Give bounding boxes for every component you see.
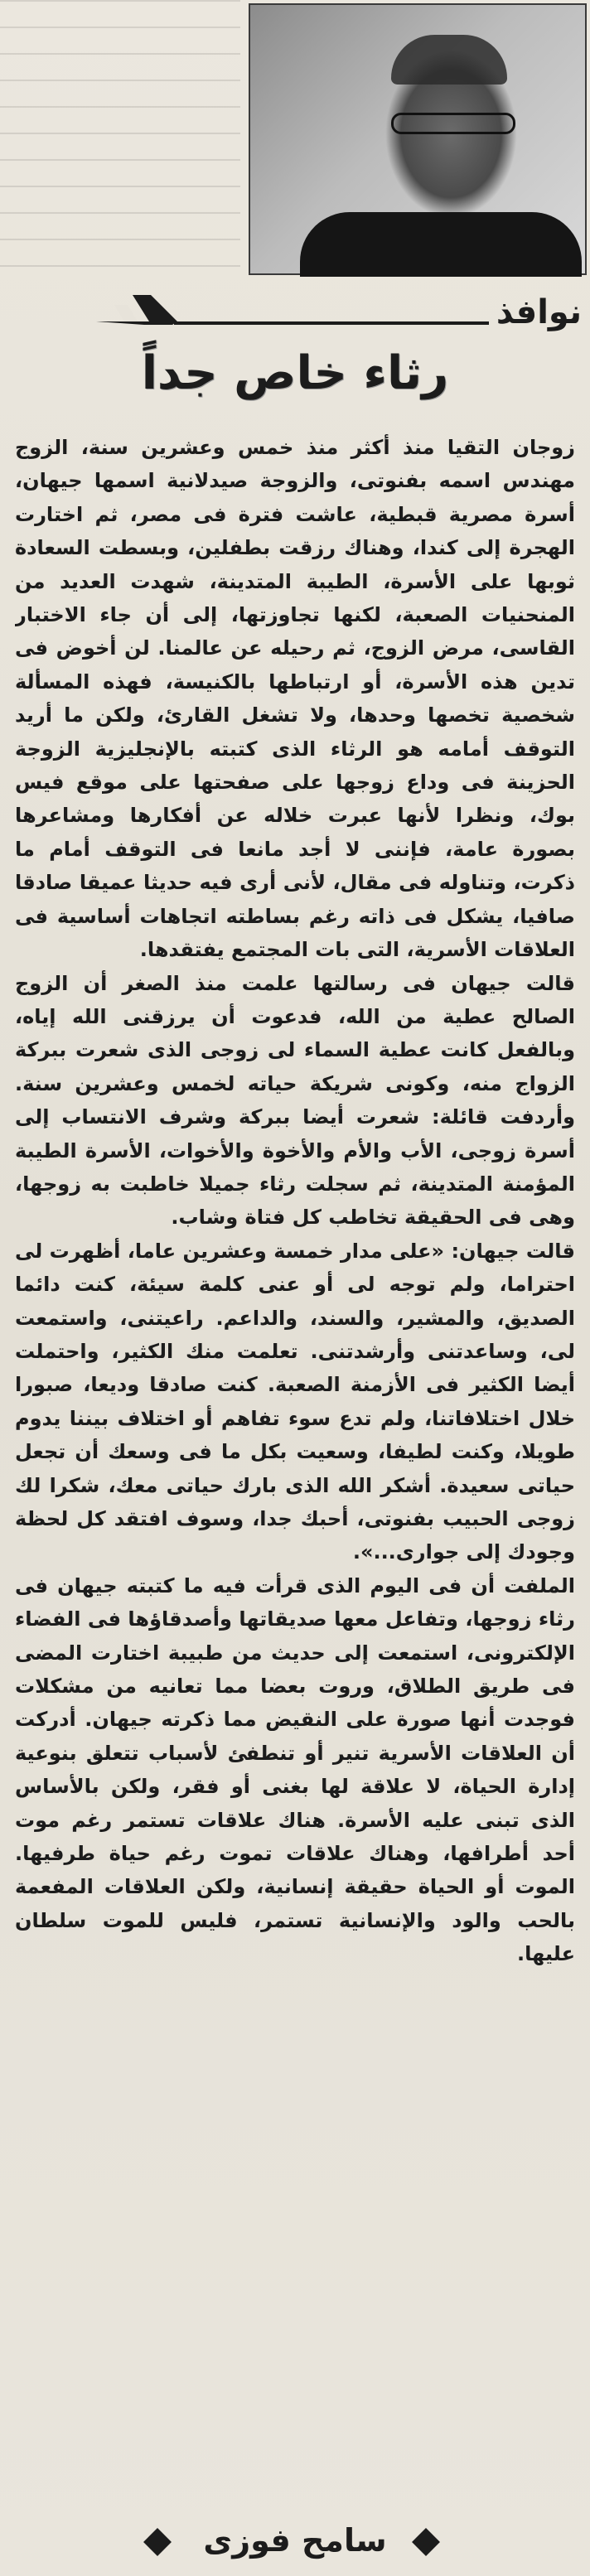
- paragraph: قالت جيهان فى رسالتها علمت منذ الصغر أن الزوج الصالح عطية من الله، فدعوت أن يرزقنى الله إياه، وبالفعل كانت عطية السماء لى زوجى الذى شعرت ببركة الزواج منه، وكونى شريكة حياته لخمس وعشرين سنة. وأردفت قائلة: شعرت أيضا ببركة وشرف الانتساب إلى أسرة زوجى، الأب والأم والأخوة والأخوات، الأسرة الطيبة المؤمنة المتدينة، ثم سجلت رثاء جميلا خاطبت به زوجها، وهى فى الحقيقة تخاطب كل فتاة وشاب.: [15, 971, 575, 1230]
- column-header: [91, 288, 587, 340]
- photo-hair: [391, 35, 507, 85]
- article-body: [15, 431, 575, 2519]
- header-rule: [174, 321, 489, 325]
- column-logo-icon: [91, 288, 182, 340]
- author-name: سامح فوزى: [203, 2522, 387, 2559]
- photo-shirt: [300, 212, 582, 277]
- paragraph: زوجان التقيا منذ أكثر منذ خمس وعشرين سنة، الزوج مهندس اسمه بفنوتى، والزوجة صيدلانية اسمها جيهان، أسرة مصرية قبطية، عاشت فترة فى مصر، ثم اختارت الهجرة إلى كندا، وهناك رزقت بطفلين، وبسطت السعادة ثوبها على الأسرة، الطيبة المتدينة، شهدت العديد من المنحنيات الصعبة، لكنها تجاوزتها، إلى أن جاء الاختبار القاسى، مرض الزوج، ثم رحيله عن عالمنا. لن أخوض فى تدين هذه الأسرة، أو ارتباطها بالكنيسة، فهذه المسألة شخصية تخصها وحدها، ولا تشغل القارئ، ولكن ما أريد التوقف أمامه هو الرثاء الذى كتبته بالإنجليزية الزوجة الحزينة فى وداع زوجها على صفحتها على موقع فيس بوك، ونظرا لأنها عبرت خلاله عن أفكارها ومشاعرها بصورة عامة، فإننى لا أجد مانعا فى التوقف أمام ما ذكرت، وتناوله فى مقال، لأنى أرى فيه حديثا عميقا صادقا صافيا، يشكل فى ذاته رغم بساطته اتجاهات أساسية فى العلاقات الأسرية، التى بات المجتمع يفتقدها.: [15, 436, 575, 962]
- paragraph: قالت جيهان: «على مدار خمسة وعشرين عاما، أظهرت لى احتراما، ولم توجه لى أو عنى كلمة سيئة، كنت دائما الصديق، والمشير، والسند، والداعم. راعيتنى، واستمعت لى، وساعدتنى وأرشدتنى. تعلمت منك الكثير، واحتملت أيضا الكثير فى الأزمنة الصعبة. كنت صادقا وديعا، صبورا خلال اختلافاتنا، ولم تدع سوء تفاهم أو اختلاف بيننا يدوم طويلا، وكنت لطيفا، وسعيت بكل ما فى وسعك أن تجعل حياتى سعيدة. أشكر الله الذى بارك حياتى معك، شكرا لك زوجى الحبيب بفنوتى، أحبك جدا، وسوف افتقد كل لحظة وجودك إلى جوارى...».: [15, 1239, 575, 1564]
- photo-glasses: [391, 113, 515, 134]
- paragraph: الملفت أن فى اليوم الذى قرأت فيه ما كتبته جيهان فى رثاء زوجها، وتفاعل معها صديقاتها وأصدقاؤها فى الفضاء الإلكترونى، استمعت إلى حديث من طبيبة اختارت المضى فى طريق الطلاق، وروت بعضا مما تعانيه من مشكلات فوجدت أنها صورة على النقيض مما ذكرته جيهان. أدركت أن العلاقات الأسرية تنير أو تنطفئ لأسباب تتعلق بنوعية إدارة الحياة، لا علاقة لها بغنى أو فقر، ولكن بالأساس الذى تبنى عليه الأسرة. هناك علاقات تستمر رغم موت أحد أطرافها، وهناك علاقات تموت رغم حياة طرفيها. الموت أو الحياة حقيقة إنسانية، ولكن العلاقات المفعمة بالحب والود والإنسانية تستمر، فليس للموت سلطان عليها.: [15, 1573, 575, 1966]
- author-photo: [249, 3, 587, 275]
- byline: [0, 2519, 590, 2570]
- faded-background-text: [0, 0, 240, 273]
- section-label: نوافذ: [496, 293, 582, 331]
- article-title: رثاء خاص جداً: [141, 346, 449, 400]
